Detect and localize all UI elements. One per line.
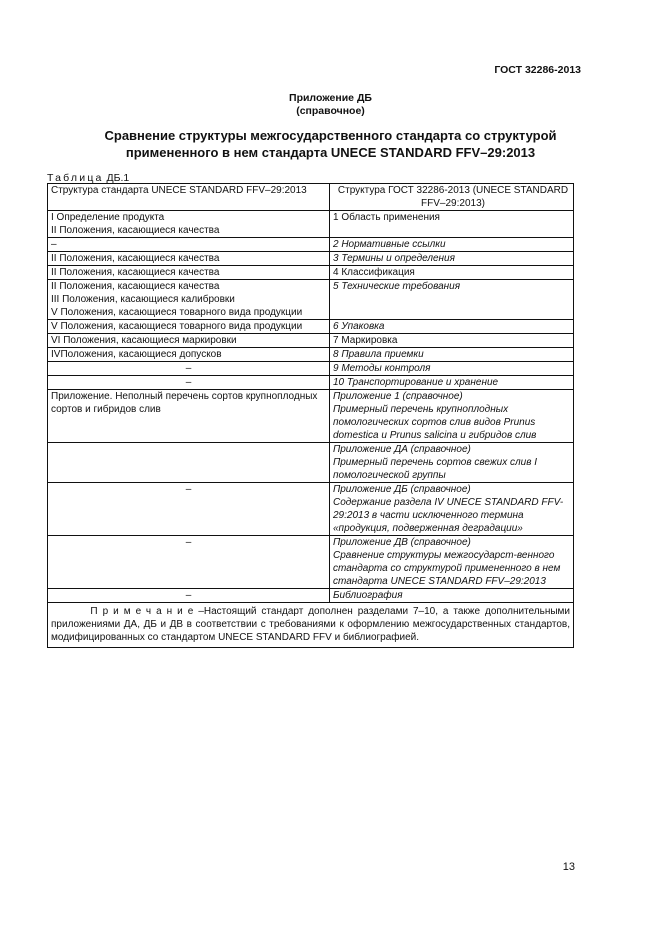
structure-unece-cell bbox=[48, 376, 330, 390]
appendix-subtitle: (справочное) bbox=[296, 105, 365, 117]
table-note-row bbox=[48, 603, 574, 648]
structure-unece-cell bbox=[48, 280, 330, 320]
structure-gost-cell bbox=[330, 348, 574, 362]
structure-gost-cell bbox=[330, 362, 574, 376]
structure-gost-cell bbox=[330, 376, 574, 390]
table-row bbox=[48, 362, 574, 376]
structure-gost-cell bbox=[330, 443, 574, 483]
cell-line: Приложение ДА (справочное) bbox=[333, 444, 471, 455]
table-row bbox=[48, 280, 574, 320]
cell-line: 10 Транспортирование и хранение bbox=[333, 377, 499, 388]
cell-line: – bbox=[51, 239, 57, 250]
cell-line: II Положения, касающиеся качества bbox=[51, 281, 220, 292]
cell-line: Сравнение структуры межгосударст-венного стандарта со структурой примененного в нем стандарта UNECE STANDARD FFV–29:2013 bbox=[333, 550, 561, 587]
table-row bbox=[48, 390, 574, 443]
heading-line-1: Сравнение структуры межгосударственного стандарта со структурой bbox=[104, 128, 557, 143]
appendix-title-block bbox=[0, 92, 661, 118]
table-row bbox=[48, 348, 574, 362]
table-header-row bbox=[48, 184, 574, 211]
cell-line: 1 Область применения bbox=[333, 212, 440, 223]
document-code: ГОСТ 32286-2013 bbox=[494, 64, 581, 76]
structure-unece-cell bbox=[48, 334, 330, 348]
structure-gost-cell bbox=[330, 483, 574, 536]
structure-unece-cell bbox=[48, 320, 330, 334]
cell-line: 4 Классификация bbox=[333, 267, 415, 278]
cell-line: V Положения, касающиеся товарного вида продукции bbox=[51, 307, 303, 318]
table-row bbox=[48, 483, 574, 536]
structure-gost-cell bbox=[330, 589, 574, 603]
table-row bbox=[48, 211, 574, 238]
structure-unece-cell bbox=[48, 589, 330, 603]
cell-line: 9 Методы контроля bbox=[333, 363, 431, 374]
section-heading bbox=[40, 127, 621, 161]
structure-gost-cell bbox=[330, 390, 574, 443]
table-row bbox=[48, 443, 574, 483]
table-row bbox=[48, 334, 574, 348]
table-row bbox=[48, 536, 574, 589]
cell-line: IVПоложения, касающиеся допусков bbox=[51, 349, 222, 360]
cell-line: 5 Технические требования bbox=[333, 281, 461, 292]
structure-gost-cell bbox=[330, 280, 574, 320]
structure-unece-cell bbox=[48, 483, 330, 536]
cell-line: – bbox=[185, 537, 192, 548]
cell-line: 8 Правила приемки bbox=[333, 349, 424, 360]
cell-line: I Определение продукта bbox=[51, 212, 165, 223]
comparison-table bbox=[47, 183, 574, 648]
structure-unece-cell bbox=[48, 266, 330, 280]
table-row bbox=[48, 238, 574, 252]
cell-line: II Положения, касающиеся качества bbox=[51, 225, 220, 236]
cell-line: VI Положения, касающиеся маркировки bbox=[51, 335, 237, 346]
cell-line: Приложение ДБ (справочное) bbox=[333, 484, 471, 495]
structure-gost-cell bbox=[330, 252, 574, 266]
structure-gost-cell bbox=[330, 211, 574, 238]
structure-unece-cell bbox=[48, 252, 330, 266]
structure-unece-cell bbox=[48, 348, 330, 362]
cell-line: – bbox=[185, 377, 192, 388]
structure-gost-cell bbox=[330, 536, 574, 589]
cell-line: 7 Маркировка bbox=[333, 335, 398, 346]
structure-gost-cell bbox=[330, 238, 574, 252]
structure-unece-cell bbox=[48, 362, 330, 376]
cell-line: 6 Упаковка bbox=[333, 321, 385, 332]
table-row bbox=[48, 589, 574, 603]
cell-line: Приложение. Неполный перечень сортов крупноплодных сортов и гибридов слив bbox=[51, 391, 318, 415]
heading-line-2: примененного в нем стандарта UNECE STANDARD FFV–29:2013 bbox=[125, 145, 536, 160]
cell-line: 3 Термины и определения bbox=[333, 253, 455, 264]
page-number: 13 bbox=[562, 861, 575, 873]
cell-line: V Положения, касающиеся товарного вида продукции bbox=[51, 321, 303, 332]
cell-line: II Положения, касающиеся качества bbox=[51, 253, 220, 264]
note-text: –Настоящий стандарт дополнен разделами 7–10, а также дополнительными приложениями ДА, ДБ и ДВ в соответствии с требованиями к оформлению межгосударственных стандартов, модифицированных со стандартом UNECE STANDARD FFV и библиографией. bbox=[51, 606, 570, 643]
cell-line: – bbox=[185, 590, 192, 601]
table-row bbox=[48, 266, 574, 280]
cell-line: – bbox=[185, 484, 192, 495]
cell-line: Примерный перечень сортов свежих слив I помологической группы bbox=[333, 457, 537, 481]
cell-line: Приложение ДВ (справочное) bbox=[333, 537, 471, 548]
appendix-title: Приложение ДБ bbox=[289, 92, 372, 104]
cell-line: – bbox=[185, 363, 192, 374]
cell-line: II Положения, касающиеся качества bbox=[51, 267, 220, 278]
structure-gost-cell bbox=[330, 320, 574, 334]
cell-line: III Положения, касающиеся калибровки bbox=[51, 294, 235, 305]
table-caption-id: ДБ.1 bbox=[106, 172, 130, 184]
header-cell-left: Структура стандарта UNECE STANDARD FFV–29:2013 bbox=[48, 184, 330, 211]
note-label: Примечание bbox=[90, 606, 199, 617]
table-caption-word: Таблица bbox=[47, 172, 104, 184]
cell-line: Приложение 1 (справочное) bbox=[333, 391, 463, 402]
structure-unece-cell bbox=[48, 536, 330, 589]
structure-unece-cell bbox=[48, 211, 330, 238]
structure-unece-cell bbox=[48, 238, 330, 252]
table-row bbox=[48, 252, 574, 266]
table-row bbox=[48, 376, 574, 390]
structure-gost-cell bbox=[330, 334, 574, 348]
structure-gost-cell bbox=[330, 266, 574, 280]
cell-line: Примерный перечень крупноплодных помологических сортов слив видов Prunus domestica и Prunus salicina и гибридов слив bbox=[333, 404, 537, 441]
structure-unece-cell bbox=[48, 390, 330, 443]
table-row bbox=[48, 320, 574, 334]
header-cell-right: Структура ГОСТ 32286-2013 (UNECE STANDARD FFV–29:2013) bbox=[330, 184, 574, 211]
cell-line: Библиография bbox=[333, 590, 403, 601]
cell-line: Содержание раздела IV UNECE STANDARD FFV-29:2013 в части исключенного термина «продукция, подверженная деградации» bbox=[333, 497, 564, 534]
structure-unece-cell bbox=[48, 443, 330, 483]
cell-line: 2 Нормативные ссылки bbox=[333, 239, 446, 250]
table-note bbox=[48, 603, 574, 648]
